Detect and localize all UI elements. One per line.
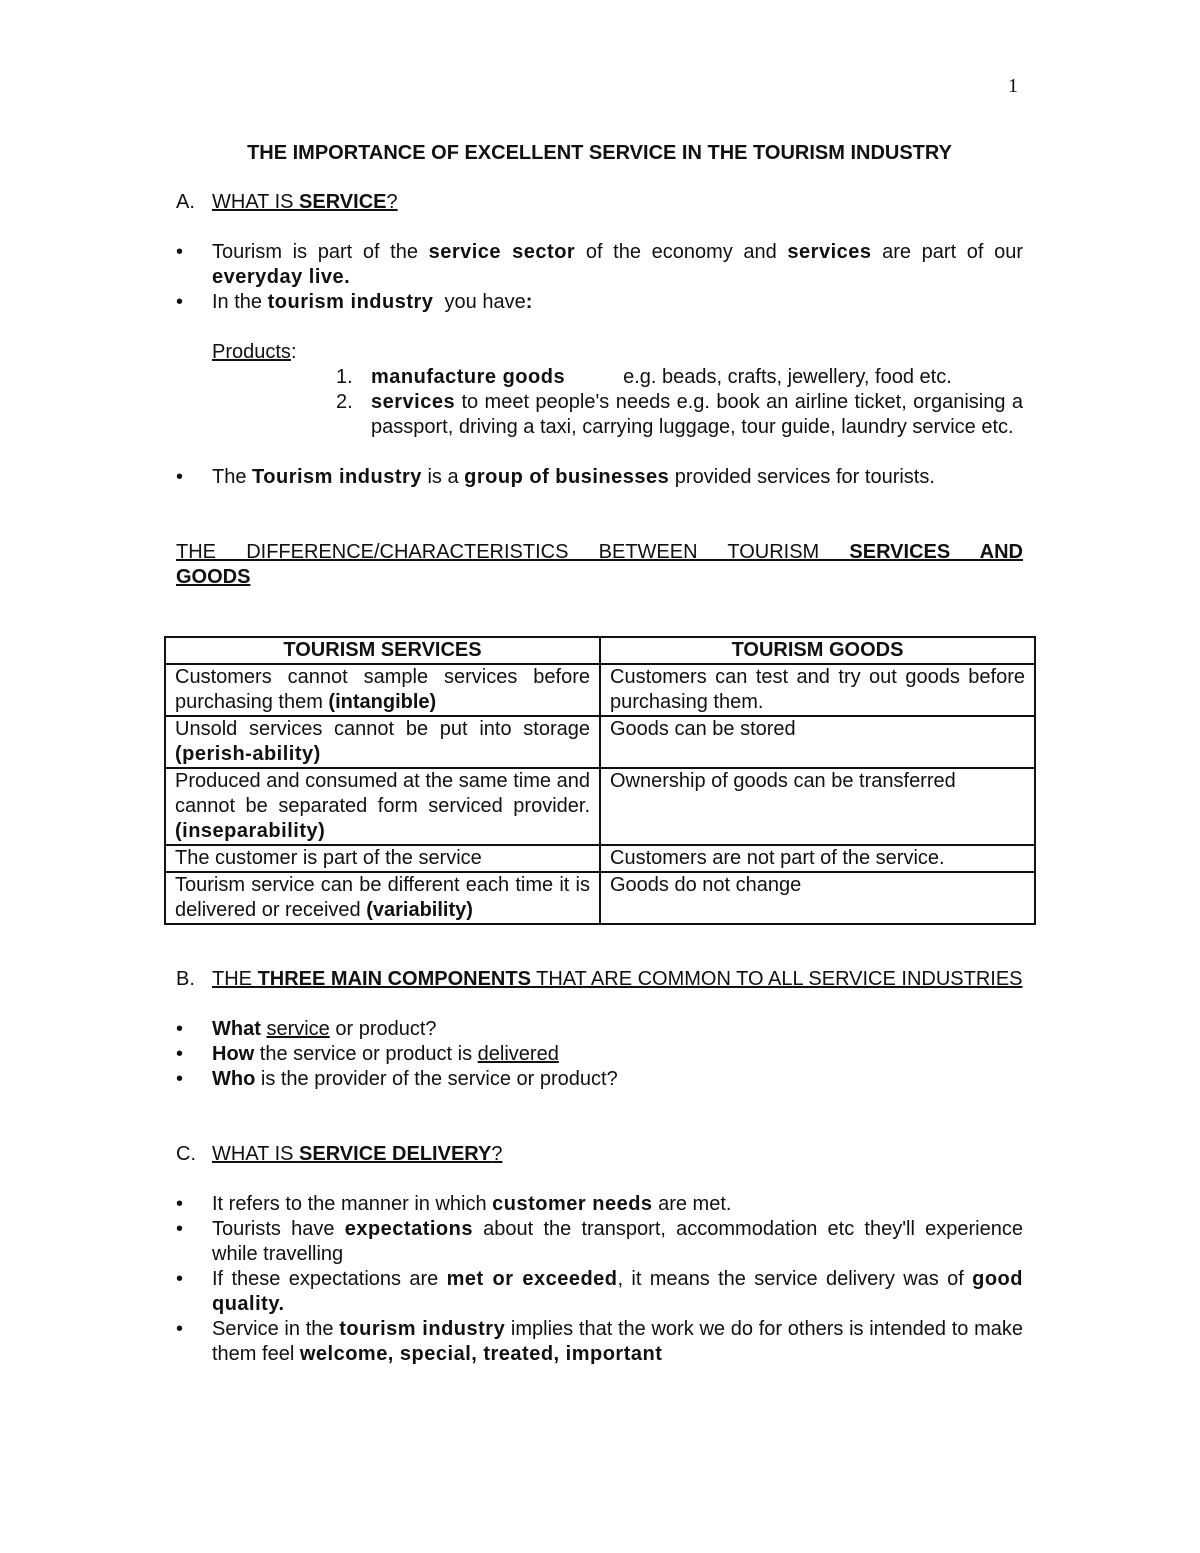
section-c-letter: C. — [176, 1143, 196, 1165]
bullet-icon: • — [176, 1193, 184, 1215]
list-item: • If these expectations are met or exceeded, it means the service delivery was of good quality. — [176, 1268, 1023, 1315]
list-item: • Who is the provider of the service or product? — [176, 1068, 618, 1090]
section-c-title: WHAT IS SERVICE DELIVERY? — [212, 1143, 503, 1165]
difference-heading: THE DIFFERENCE/CHARACTERISTICS BETWEEN TOURISM SERVICES AND — [176, 541, 1023, 563]
table-cell: Goods do not change — [600, 872, 1035, 924]
bullet-icon: • — [176, 1268, 184, 1290]
section-c-heading — [176, 1142, 1023, 1167]
column-header-goods: TOURISM GOODS — [600, 637, 1035, 664]
document-title: THE IMPORTANCE OF EXCELLENT SERVICE IN THE TOURISM INDUSTRY — [247, 142, 952, 164]
list-item: • In the tourism industry you have: — [176, 291, 533, 313]
bullet-icon: • — [176, 1018, 184, 1040]
comparison-table — [164, 636, 1036, 925]
bullet-icon: • — [176, 291, 184, 313]
list-item: 2. services to meet people's needs e.g. book an airline ticket, organising a passport, driving a taxi, carrying luggage, tour guide, laundry service etc. — [336, 391, 1023, 438]
section-a-title: WHAT IS SERVICE? — [212, 191, 398, 213]
table-cell: Customers are not part of the service. — [600, 845, 1035, 872]
table-header-row — [165, 637, 1035, 664]
products-list — [176, 365, 1023, 440]
table-cell: Customers can test and try out goods before purchasing them. — [600, 664, 1035, 716]
list-number: 1. — [336, 366, 353, 388]
page-number: 1 — [1008, 75, 1018, 97]
list-item: • What service or product? — [176, 1018, 437, 1040]
list-item: • Tourism is part of the service sector of the economy and services are part of our everyday live. — [176, 241, 1024, 288]
section-a-bullets — [176, 240, 1023, 315]
bullet-icon: • — [176, 1218, 184, 1240]
table-cell: Produced and consumed at the same time and cannot be separated form serviced provider. (inseparability) — [165, 768, 600, 845]
table-cell: The customer is part of the service — [165, 845, 600, 872]
list-item: • The Tourism industry is a group of businesses provided services for tourists. — [176, 466, 935, 488]
document-lower — [176, 967, 1023, 1367]
table-cell: Goods can be stored — [600, 716, 1035, 768]
section-b-bullets — [176, 1017, 1023, 1092]
bullet-icon: • — [176, 241, 184, 263]
products-label: Products: — [212, 341, 297, 363]
bullet-icon: • — [176, 1068, 184, 1090]
column-header-services: TOURISM SERVICES — [165, 637, 600, 664]
section-b-heading — [176, 967, 1023, 992]
table-row — [165, 716, 1035, 768]
bullet-icon: • — [176, 466, 184, 488]
bullet-icon: • — [176, 1043, 184, 1065]
document-upper — [176, 141, 1023, 590]
table-row — [165, 845, 1035, 872]
list-item: • Tourists have expectations about the transport, accommodation etc they'll experience while travelling — [176, 1218, 1023, 1265]
list-item: • Service in the tourism industry implies that the work we do for others is intended to make them feel welcome, special, treated, important — [176, 1318, 1024, 1365]
list-number: 2. — [336, 391, 353, 413]
list-item: 1. manufacture goods e.g. beads, crafts, jewellery, food etc. — [336, 366, 952, 388]
list-item: • How the service or product is delivered — [176, 1043, 559, 1065]
section-a-letter: A. — [176, 191, 195, 213]
section-a-bullets-2 — [176, 465, 1023, 490]
section-b-title: THE THREE MAIN COMPONENTS THAT ARE COMMON TO ALL SERVICE INDUSTRIES — [212, 968, 1023, 990]
list-item: • It refers to the manner in which customer needs are met. — [176, 1193, 732, 1215]
section-c-bullets — [176, 1192, 1023, 1367]
table-cell: Unsold services cannot be put into storage (perish-ability) — [165, 716, 600, 768]
section-b-letter: B. — [176, 968, 195, 990]
table-cell: Ownership of goods can be transferred — [600, 768, 1035, 845]
bullet-icon: • — [176, 1318, 184, 1340]
table-cell: Tourism service can be different each time it is delivered or received (variability) — [165, 872, 600, 924]
table-row — [165, 768, 1035, 845]
section-a-heading — [176, 190, 1023, 215]
difference-heading-line2: GOODS — [176, 566, 251, 588]
table-row — [165, 664, 1035, 716]
table-cell: Customers cannot sample services before purchasing them (intangible) — [165, 664, 600, 716]
table-row — [165, 872, 1035, 924]
